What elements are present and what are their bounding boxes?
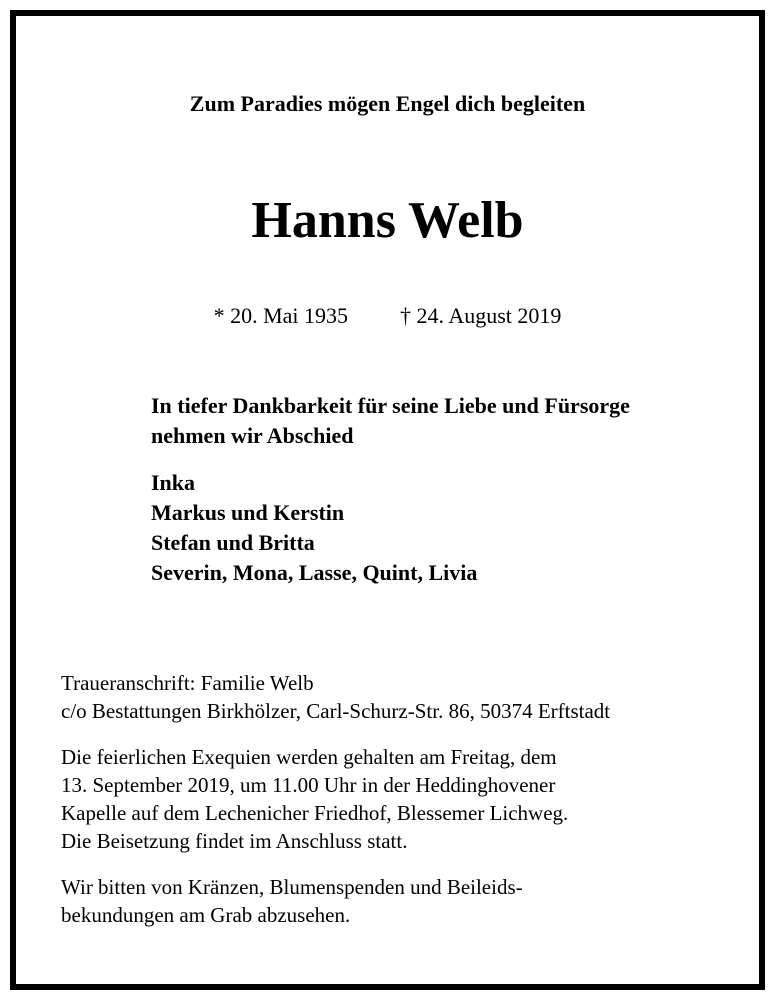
obituary-frame [10, 10, 765, 990]
deceased-name: Hanns Welb [251, 192, 524, 249]
service-line: Die feierlichen Exequien werden gehalten am Freitag, dem [61, 745, 557, 769]
request-line: bekundungen am Grab abzusehen. [61, 903, 351, 927]
birth-date: * 20. Mai 1935 [213, 303, 349, 328]
request-line: Wir bitten von Kränzen, Blumenspenden und Beileids- [61, 875, 523, 899]
family-member: Markus und Kerstin [151, 500, 345, 525]
family-member: Severin, Mona, Lasse, Quint, Livia [151, 560, 478, 585]
thanks-line: In tiefer Dankbarkeit für seine Liebe und Fürsorge [151, 393, 630, 418]
death-date: † 24. August 2019 [400, 303, 562, 328]
mourning-address [61, 669, 741, 725]
life-dates [16, 303, 759, 329]
family-list [151, 468, 477, 588]
service-line: Kapelle auf dem Lechenicher Friedhof, Blessemer Lichweg. [61, 801, 569, 825]
service-line: Die Beisetzung findet im Anschluss statt. [61, 829, 408, 853]
thanks-line: nehmen wir Abschied [151, 423, 354, 448]
service-info [61, 743, 741, 855]
address-line: c/o Bestattungen Birkhölzer, Carl-Schurz-Str. 86, 50374 Erftstadt [61, 699, 611, 723]
thanks-text [151, 391, 751, 451]
request-note [61, 873, 741, 929]
address-line: Traueranschrift: Familie Welb [61, 671, 314, 695]
family-member: Stefan und Britta [151, 530, 315, 555]
service-line: 13. September 2019, um 11.00 Uhr in der Heddinghovener [61, 773, 556, 797]
family-member: Inka [151, 470, 196, 495]
motto: Zum Paradies mögen Engel dich begleiten [189, 91, 586, 116]
